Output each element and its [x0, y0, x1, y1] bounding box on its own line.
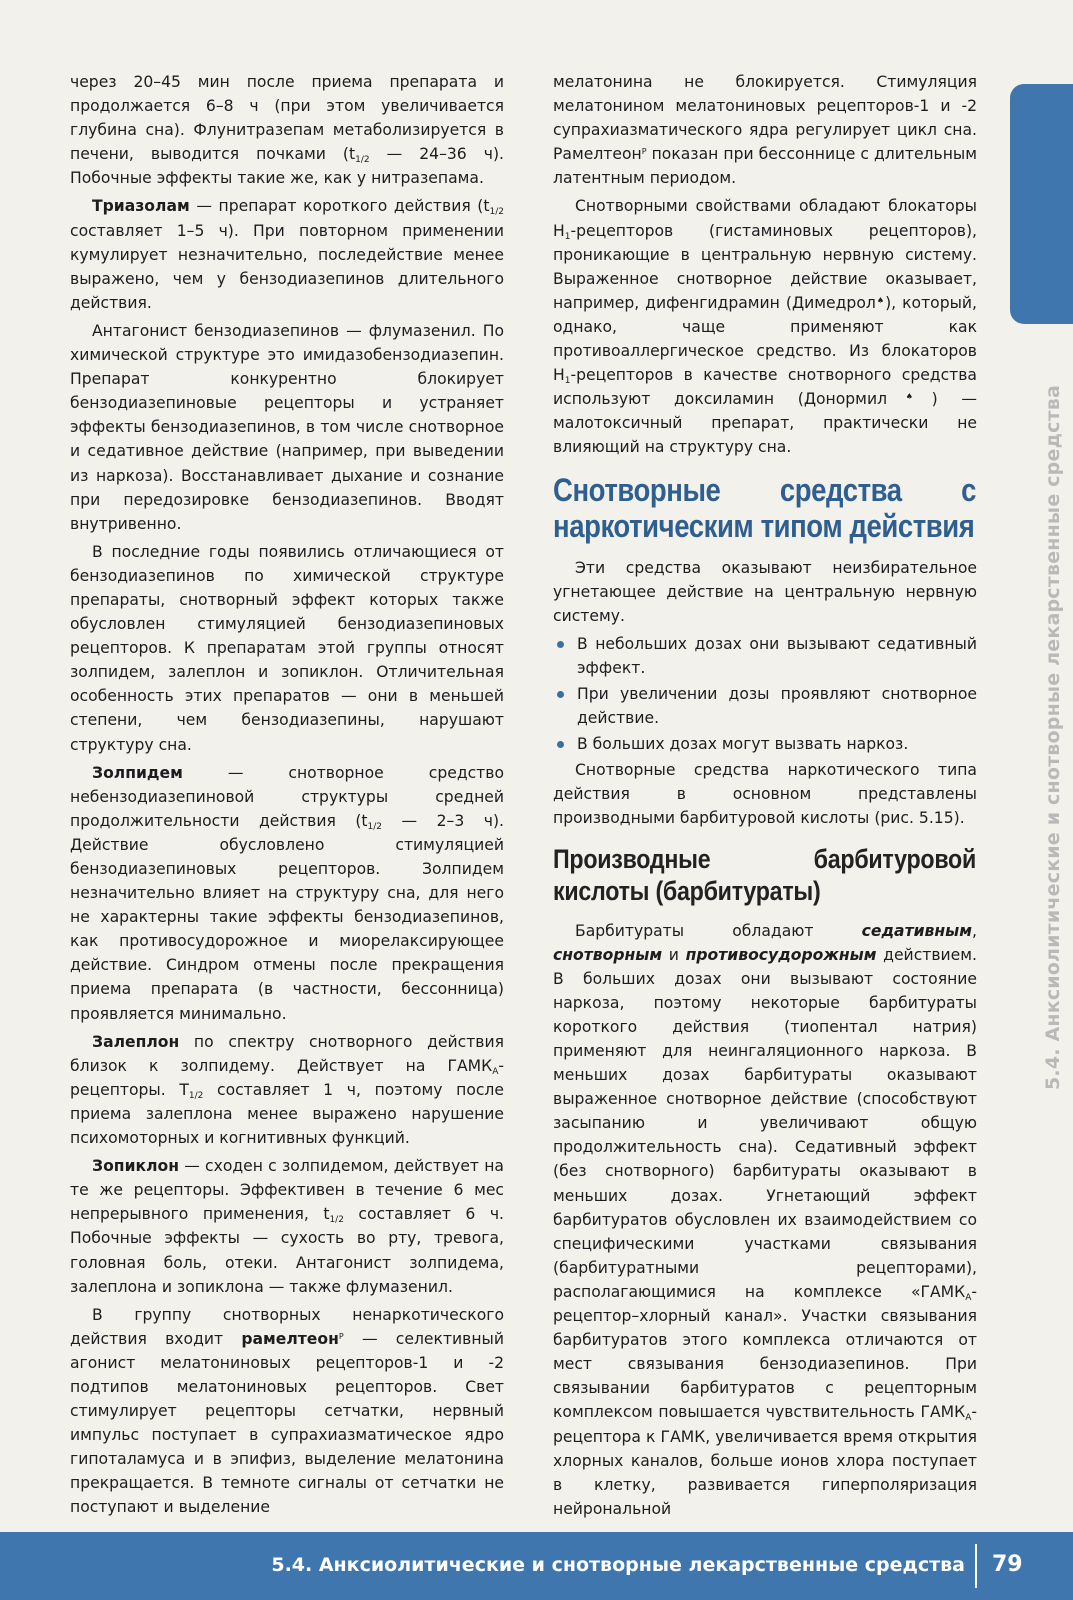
paragraph-barbiturates: Барбитураты обладают седативным, снотворным и противосудорожным действием. В больших дозах они вызывают состояние наркоза, поэтому некоторые барбитураты короткого действия (тиопентал натрия) применяют для неингаляционного наркоза. В меньших дозах барбитураты оказывают выраженное снотворное действие (способствуют засыпанию и увеличивают общую продолжительность сна). Седативный эффект (без снотворного) барбитураты оказывают в меньших дозах. Угнетающий эффект барбитуратов обусловлен их взаимодействием со специфическими участками связывания (барбитуратными рецепторами), располагающимися на комплексе «$ГАМК_А-рецептор$–хлорный канал». Участки связывания барбитуратов этого комплекса отличаются от мест связывания бензодиазепинов. При связывании барбитуратов с рецепторным комплексом повышается чувствительность $ГАМК_А$-рецептора к ГАМК, увеличивается время открытия хлорных каналов, больше ионов хлора поступает в клетку, развивается гиперполяризация нейрональной [553, 921, 977, 1518]
subsection-heading: Производные барбитуровой кислоты (барбитураты) [553, 843, 976, 906]
paragraph: Эти средства оказывают неизбирательное угнетающее действие на центральную нервную систему. [553, 558, 977, 625]
paragraph-flumazenil: Антагонист бензодиазепинов — флумазенил. По химической структуре это имидазобензодиазепин. Препарат конкурентно блокирует бензодиазепиновые рецепторы и устраняет эффекты бензодиазепинов, в том числе снотворное и седативное действие (например, при выведении из наркоза). Восстанавливает дыхание и сознание при передозировке бензодиазепинов. Вводят внутривенно. [70, 321, 504, 533]
list-item: В небольших дозах они вызывают седативный эффект. [553, 632, 977, 680]
paragraph: мелатонина не блокируется. Стимуляция мелатонином мелатониновых рецепторов-1 и -2 супрахиазматического ядра регулирует цикл сна. Рамелтеон$^Р$ показан при бессоннице с длительным латентным периодом. [553, 73, 977, 188]
paragraph-zaleplon: Залеплон по спектру снотворного действия близок к золпидему. Действует на $ГАМК_А$-рецепторы. $T_{1/2}$ составляет 1 ч, поэтому после приема залеплона менее выражено нарушение психомоторных и когнитивных функций. [70, 1032, 504, 1148]
page-number: 79 [992, 1552, 1023, 1577]
chapter-tab [1010, 84, 1073, 324]
page-footer [0, 1532, 1073, 1600]
paragraph-zopiclone: Зопиклон — сходен с золпидемом, действует на те же рецепторы. Эффективен в течение 6 мес непрерывного применения, $t_{1/2}$ составляет 6 ч. Побочные эффекты — сухость во рту, тревога, головная боль, отеки. Антагонист золпидема, залеплона и зопиклона — также флумазенил. [70, 1157, 504, 1296]
paragraph-triazolam: Триазолам — препарат короткого действия ($t_{1/2}$ составляет 1–5 ч). При повторном применении кумулирует незначительно, последействие менее выражено, чем у бензодиазепинов длительного действия. [70, 197, 504, 312]
term-zaleplon: Залеплон [92, 1032, 180, 1051]
right-column [553, 70, 977, 1525]
footer-divider [975, 1544, 977, 1588]
term-zolpidem: Золпидем [92, 763, 183, 782]
paragraph: через 20–45 мин после приема препарата и продолжается 6–8 ч (при этом увеличивается глубина сна). Флунитразепам метаболизируется в печени, выводится почками ($t_{1/2}$ — 24–36 ч). Побочные эффекты такие же, как у нитразепама. [70, 73, 504, 188]
list-item: В больших дозах могут вызвать наркоз. [553, 732, 977, 756]
paragraph-zolpidem: Золпидем — снотворное средство небензодиазепиновой структуры средней продолжительности действия ($t_{1/2}$ — 2–3 ч). Действие обусловлено стимуляцией бензодиазепиновых рецепторов. Золпидем незначительно влияет на структуру сна, для него не характерны такие эффекты бензодиазепинов, как противосудорожное и миорелаксирующее действие. Синдром отмены после прекращения приема препарата (в частности, бессонница) проявляется минимально. [70, 763, 505, 1023]
side-section-label: 5.4. Анксиолитические и снотворные лекарственные средства [1042, 384, 1064, 1090]
paragraph-ramelteon: В группу снотворных ненаркотического действия входит рамелтеон$^Р$ — селективный агонист мелатониновых рецепторов-1 и -2 подтипов мелатониновых рецепторов. Свет стимулирует рецепторы сетчатки, нервный импульс поступает в супрахиазматическое ядро гипоталамуса и в эпифиз, выделение мелатонина прекращается. В темноте сигналы от сетчатки не поступают и выделение [70, 1305, 504, 1517]
list-item: При увеличении дозы проявляют снотворное действие. [553, 682, 977, 730]
paragraph-new-drugs: В последние годы появились отличающиеся от бензодиазепинов по химической структуре препараты, снотворный эффект которых также обусловлен стимуляцией бензодиазепиновых рецепторов. К препаратам этой группы относят золпидем, залеплон и зопиклон. Отличительная особенность этих препаратов — они в меньшей степени, чем бензодиазепины, нарушают структуру сна. [70, 542, 504, 754]
section-heading: Снотворные средства с наркотическим типом действия [553, 471, 976, 544]
term-zopiclone: Зопиклон [92, 1157, 179, 1176]
term-ramelteon: рамелтеон [241, 1329, 339, 1348]
left-column [70, 70, 504, 1524]
bullet-list [553, 632, 977, 756]
paragraph-h1-blockers: Снотворными свойствами обладают блокаторы $H_1$-рецепторов (гистаминовых рецепторов), проникающие в центральную нервную систему. Выраженное снотворное действие оказывает, например, дифенгидрамин (Димедрол♠), который, однако, чаще применяют как противоаллергическое средство. Из блокаторов $H_1$-рецепторов в качестве снотворного средства используют доксиламин (Донормил♠) — малотоксичный препарат, практически не влияющий на структуру сна. [553, 197, 978, 457]
footer-section-title: 5.4. Анксиолитические и снотворные лекарственные средства [271, 1554, 965, 1576]
term-triazolam: Триазолам [92, 197, 190, 216]
paragraph: Снотворные средства наркотического типа действия в основном представлены производными барбитуровой кислоты (рис. 5.15). [553, 761, 977, 828]
